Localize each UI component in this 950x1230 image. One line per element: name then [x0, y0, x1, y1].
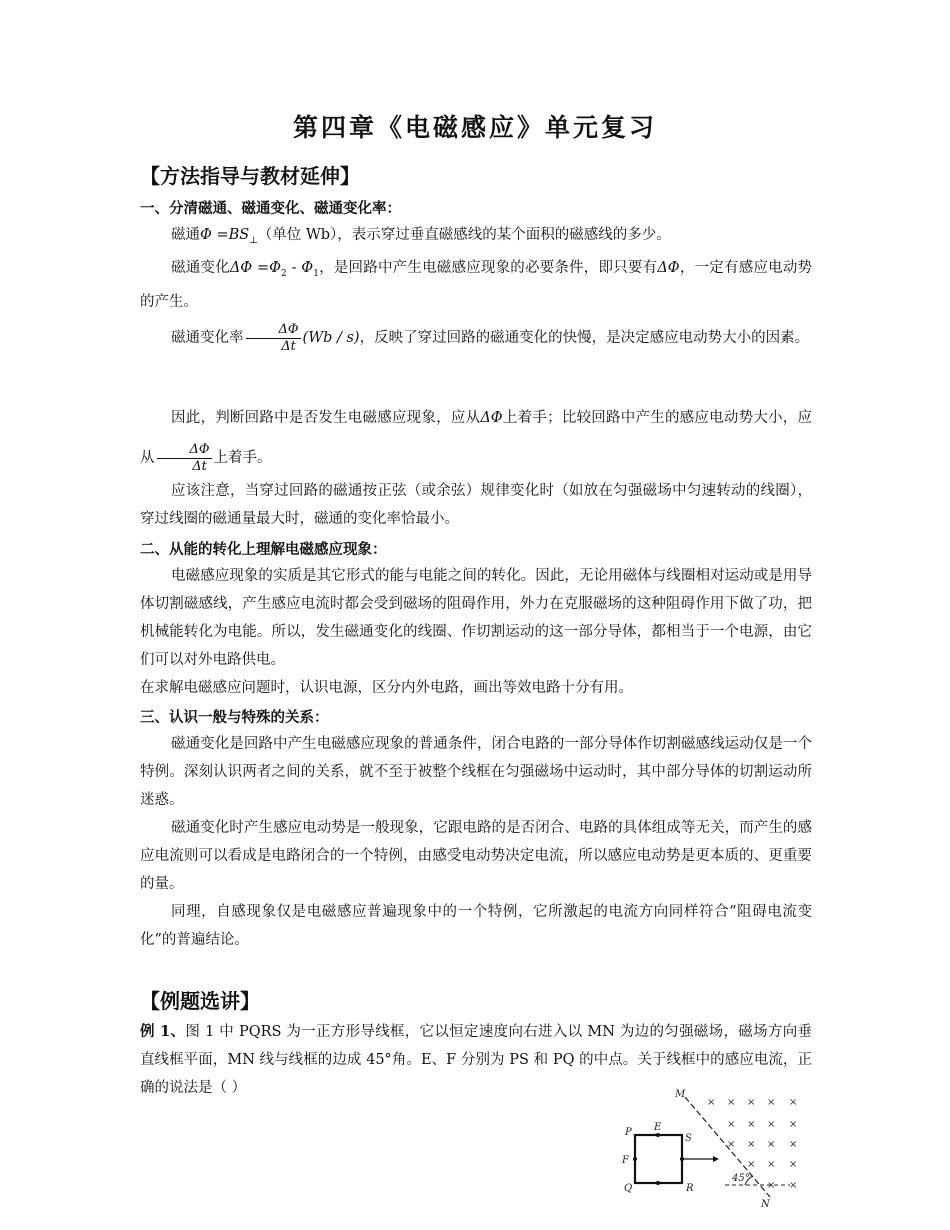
section-heading-examples: 【例题选讲】 — [140, 989, 260, 1013]
field-cross: × — [727, 1139, 736, 1150]
label-s: S — [685, 1133, 692, 1144]
label-f: F — [622, 1155, 629, 1166]
subsection-heading-3: 三、认识一般与特殊的关系： — [140, 710, 329, 726]
paragraph-flux — [140, 221, 812, 255]
judgement-post: 上着手。 — [213, 450, 272, 466]
field-cross: × — [727, 1119, 736, 1130]
flux-rate-unit: (Wb / s) — [302, 330, 360, 346]
field-cross: × — [789, 1119, 798, 1130]
flux-rate-denominator: Δt — [281, 338, 296, 354]
paragraph-judgement — [140, 398, 812, 478]
velocity-arrow-head — [713, 1156, 719, 1162]
judgement-denominator: Δt — [192, 458, 207, 474]
paragraph-induced-emf: 磁通变化时产生感应电动势是一般现象，它跟电路的是否闭合、电路的具体组成等无关，而产生的感应电流则可以看成是电路闭合的一个特例，由感受电动势决定电流，所以感应电动势是更本质的、更重要的量。 — [140, 820, 812, 892]
square-frame-pqrs — [635, 1135, 682, 1183]
paragraph-sinusoidal-note: 应该注意，当穿过回路的磁通按正弦（或余弦）规律变化时（如放在匀强磁场中匀速转动的线圈），穿过线圈的磁通量最大时，磁通的变化率恰最小。 — [140, 483, 812, 527]
judgement-symbol: ΔΦ — [480, 410, 503, 426]
flux-rate-pre: 磁通变化率 — [171, 330, 244, 346]
flux-change-sub1: 1 — [313, 268, 319, 279]
field-cross: × — [747, 1159, 756, 1170]
page-title: 第四章《电磁感应》单元复习 — [292, 113, 657, 142]
judgement-pre: 因此，判断回路中是否发生电磁感应现象，应从 — [171, 410, 481, 426]
judgement-numerator: ΔΦ — [157, 442, 212, 459]
field-cross: × — [767, 1159, 776, 1170]
flux-change-formula: ΔΦ =Φ — [229, 260, 282, 276]
field-cross: × — [767, 1097, 776, 1108]
flux-rate-numerator: ΔΦ — [246, 322, 301, 339]
paragraph-energy-conversion: 电磁感应现象的实质是其它形式的能与电能之间的转化。因此，无论用磁体与线圈相对运动或是用导体切割磁感线，产生感应电流时都会受到磁场的阻碍作用，外力在克服磁场的这种阻碍作用下做了功，把机械能转化为电能。所以，发生磁通变化的线圈、作切割运动的这一部分导体，都相当于一个电源，由它们可以对外电路供电。 — [140, 568, 812, 668]
label-q: Q — [624, 1183, 633, 1194]
field-cross: × — [727, 1097, 736, 1108]
flux-change-post: ，是回路中产生电磁感应现象的必要条件，即只要有 — [318, 260, 658, 276]
flux-text-pre: 磁通 — [171, 227, 200, 243]
field-cross: × — [707, 1097, 716, 1108]
paragraph-equivalent-circuit: 在求解电磁感应问题时，认识电源，区分内外电路，画出等效电路十分有用。 — [140, 680, 633, 696]
point-e — [656, 1133, 660, 1137]
figure-1-diagram — [615, 1085, 815, 1215]
judgement-fraction — [157, 442, 212, 475]
label-m: M — [675, 1089, 686, 1100]
section-heading-methods: 【方法指导与教材延伸】 — [140, 164, 360, 188]
subsection-heading-1: 一、分清磁通、磁通变化、磁通变化率： — [140, 201, 401, 217]
field-cross: × — [789, 1139, 798, 1150]
field-cross: × — [767, 1180, 776, 1191]
flux-formula: Φ =BS — [200, 227, 250, 243]
point-f — [633, 1157, 637, 1161]
subsection-heading-2: 二、从能的转化上理解电磁感应现象： — [140, 542, 387, 558]
judgement-mid: 上着手；比较回路中产生的感应电动势大小，应从 — [140, 410, 813, 466]
midpoint-bottom — [656, 1181, 660, 1185]
flux-change-symbol: ΔΦ — [657, 260, 680, 276]
label-angle: 45° — [732, 1173, 750, 1184]
field-cross: × — [767, 1139, 776, 1150]
flux-change-sub2: 2 — [281, 268, 287, 279]
field-cross: × — [747, 1119, 756, 1130]
label-n: N — [761, 1199, 770, 1210]
flux-change-mid: - Φ — [286, 260, 314, 276]
flux-formula-sub: ⊥ — [249, 235, 258, 246]
flux-text-post: （单位 Wb），表示穿过垂直磁感线的某个面积的磁感线的多少。 — [257, 227, 671, 243]
flux-change-pre: 磁通变化 — [171, 260, 230, 276]
field-cross: × — [747, 1139, 756, 1150]
flux-rate-fraction — [246, 322, 301, 355]
paragraph-self-induction: 同理，自感现象仅是电磁感应普遍现象中的一个特例，它所激起的电流方向同样符合“阻碍电流变化”的普遍结论。 — [140, 904, 812, 948]
paragraph-flux-change — [140, 254, 812, 316]
example-1-label: 例 1、 — [140, 1023, 186, 1040]
paragraph-flux-rate — [140, 318, 812, 358]
field-cross: × — [789, 1180, 798, 1191]
field-cross: × — [747, 1097, 756, 1108]
field-cross: × — [789, 1097, 798, 1108]
field-cross: × — [789, 1159, 798, 1170]
example-1-text: 图 1 中 PQRS 为一正方形导线框，它以恒定速度向右进入以 MN 为边的匀强磁场，磁场方向垂直线框平面，MN 线与线框的边成 45°角。E、F 分别为 PS 和 PQ 的中点。关于线框中的感应电流，正确的说法是（ ） — [140, 1024, 813, 1096]
label-e: E — [654, 1122, 662, 1133]
paragraph-general-special: 磁通变化是回路中产生电磁感应现象的普通条件，闭合电路的一部分导体作切割磁感线运动仅是一个特例。深刻认识两者之间的关系，就不至于被整个线框在匀强磁场中运动时，其中部分导体的切割运动所迷惑。 — [140, 736, 812, 808]
flux-rate-post: ，反映了穿过回路的磁通变化的快慢，是决定感应电动势大小的因素。 — [359, 330, 810, 346]
label-p: P — [625, 1127, 632, 1138]
label-r: R — [686, 1183, 694, 1194]
flux-change-end: ，一定有感应电动势的产生。 — [140, 260, 813, 310]
field-cross: × — [767, 1119, 776, 1130]
